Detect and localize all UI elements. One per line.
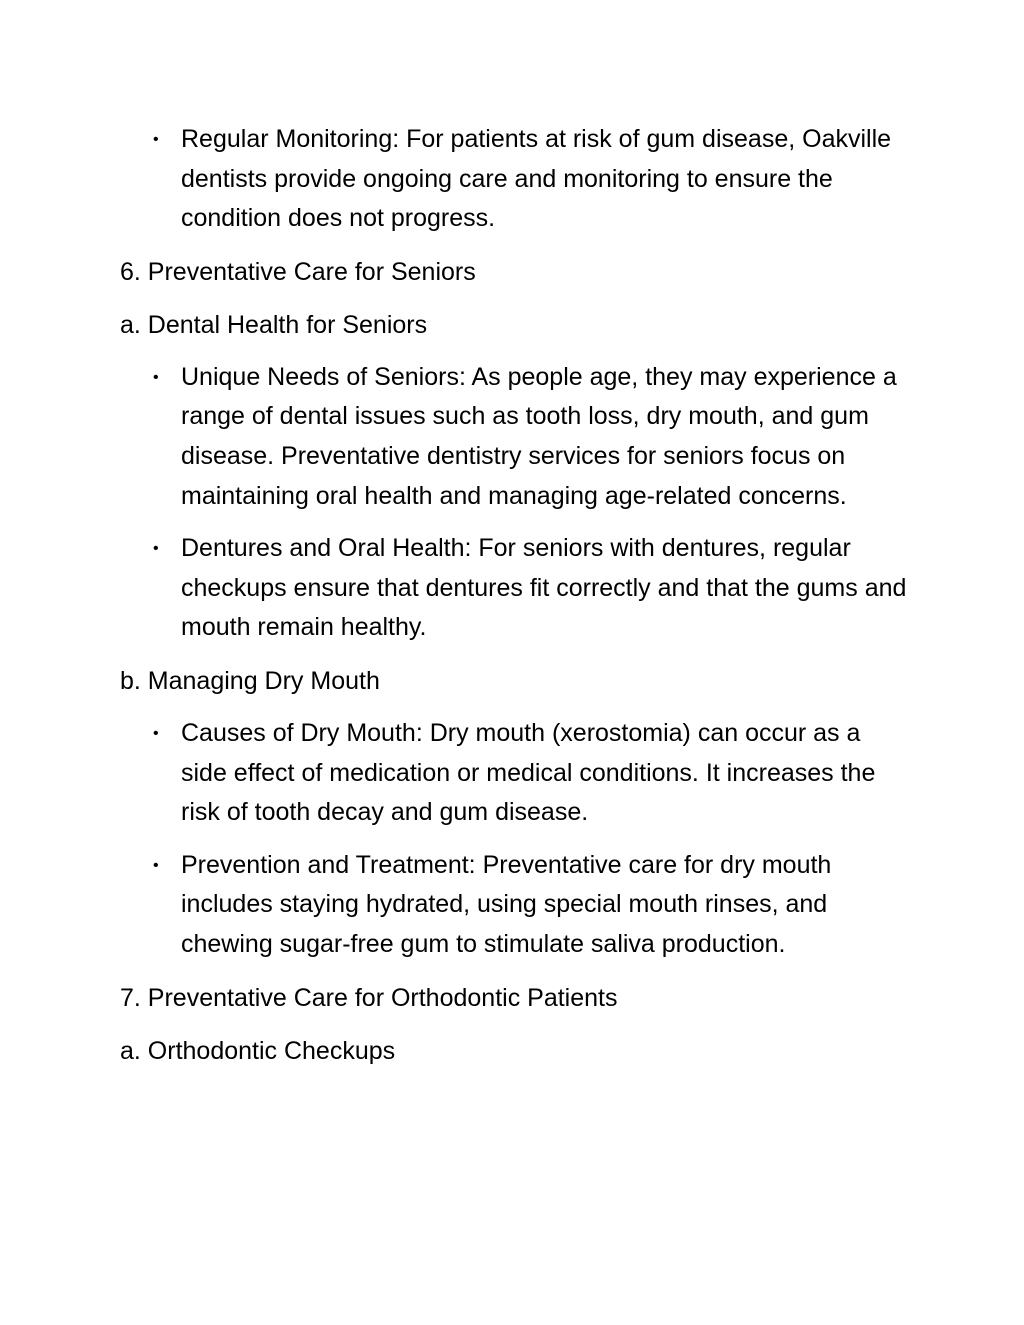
list-item-text: Prevention and Treatment: Preventative care for dry mouth includes staying hydrated, using special mouth rinses, and chewing sugar-free gum to stimulate saliva production. (181, 850, 832, 958)
bullet-icon: • (153, 856, 159, 874)
bullet-list (120, 120, 910, 239)
list-item (120, 846, 910, 965)
list-item (120, 358, 910, 516)
list-item-text: Dentures and Oral Health: For seniors with dentures, regular checkups ensure that dentures fit correctly and that the gums and mouth remain healthy. (181, 534, 907, 642)
bullet-icon: • (153, 724, 159, 742)
section-heading-6: 6. Preventative Care for Seniors (120, 257, 476, 286)
list-item (120, 120, 910, 239)
list-item (120, 714, 910, 833)
bullet-list (120, 358, 910, 648)
list-item (120, 529, 910, 648)
subsection-heading-orthodontic-checkups: a. Orthodontic Checkups (120, 1036, 396, 1065)
list-item-text: Regular Monitoring: For patients at risk of gum disease, Oakville dentists provide ongoing care and monitoring to ensure the condition does not progress. (181, 125, 892, 233)
subsection-heading-dental-health-seniors: a. Dental Health for Seniors (120, 310, 428, 339)
document-body (120, 120, 910, 1084)
bullet-list (120, 714, 910, 965)
section-heading-7: 7. Preventative Care for Orthodontic Patients (120, 983, 618, 1012)
bullet-icon: • (153, 131, 159, 148)
list-item-text: Unique Needs of Seniors: As people age, they may experience a range of dental issues such as tooth loss, dry mouth, and gum disease. Preventative dentistry services for seniors focus on maintaining oral health and managing age-related concerns. (181, 362, 897, 510)
bullet-icon: • (153, 540, 159, 558)
list-item-text: Causes of Dry Mouth: Dry mouth (xerostomia) can occur as a side effect of medication or medical conditions. It increases the risk of tooth decay and gum disease. (181, 718, 876, 827)
subsection-heading-dry-mouth: b. Managing Dry Mouth (120, 666, 380, 695)
bullet-icon: • (153, 368, 159, 386)
